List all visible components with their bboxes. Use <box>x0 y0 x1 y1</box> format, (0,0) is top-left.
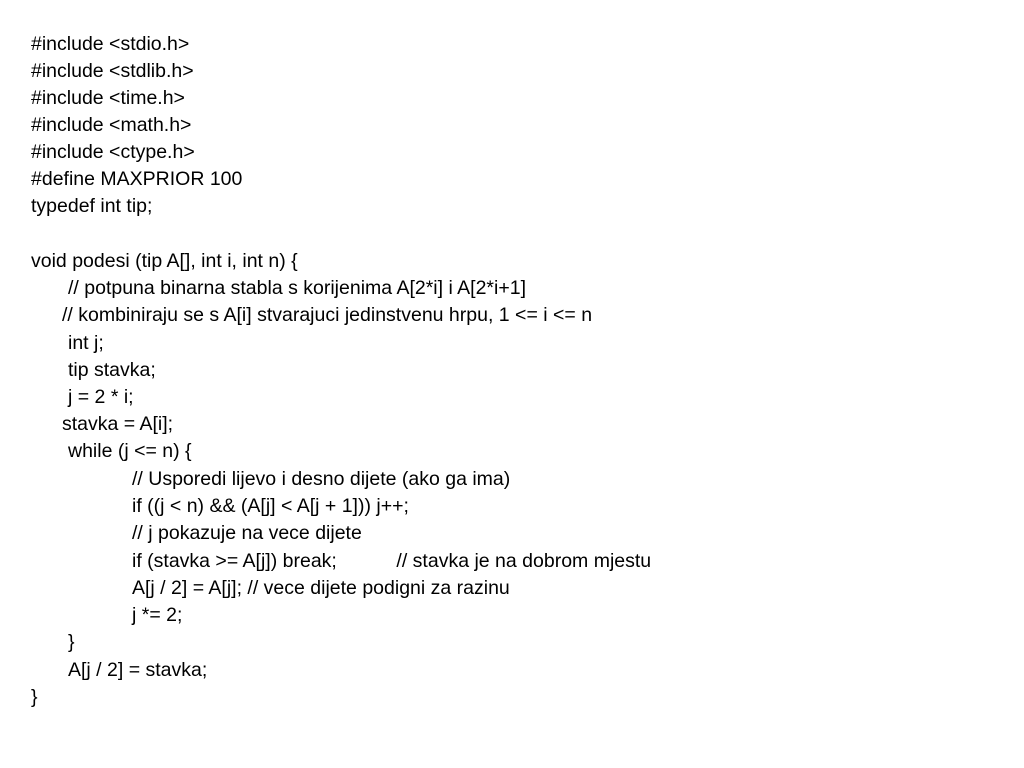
code-line: int j; <box>68 332 104 354</box>
code-line: #include <stdio.h> <box>31 33 190 55</box>
code-line: typedef int tip; <box>31 195 153 217</box>
code-line: #define MAXPRIOR 100 <box>31 168 243 190</box>
code-line: #include <stdlib.h> <box>31 60 194 82</box>
code-line: if (stavka >= A[j]) break; // stavka je na dobrom mjestu <box>132 550 652 572</box>
code-line: j = 2 * i; <box>68 386 134 408</box>
code-line: #include <math.h> <box>31 114 192 136</box>
code-line: tip stavka; <box>68 359 156 381</box>
code-line: A[j / 2] = stavka; <box>68 659 208 681</box>
code-line: // potpuna binarna stabla s korijenima A[2*i] i A[2*i+1] <box>68 277 526 299</box>
code-line: } <box>68 631 75 653</box>
code-line: #include <time.h> <box>31 87 185 109</box>
code-line: } <box>31 686 38 708</box>
code-line: j *= 2; <box>132 604 183 626</box>
code-line: // j pokazuje na vece dijete <box>132 522 362 544</box>
code-line: void podesi (tip A[], int i, int n) { <box>31 250 298 272</box>
code-line: if ((j < n) && (A[j] < A[j + 1])) j++; <box>132 495 409 517</box>
code-line: // kombiniraju se s A[i] stvarajuci jedinstvenu hrpu, 1 <= i <= n <box>62 304 593 326</box>
code-line: A[j / 2] = A[j]; // vece dijete podigni za razinu <box>132 577 510 599</box>
code-line: #include <ctype.h> <box>31 141 195 163</box>
code-line: // Usporedi lijevo i desno dijete (ako ga ima) <box>132 468 511 490</box>
code-line: stavka = A[i]; <box>62 413 174 435</box>
code-line: while (j <= n) { <box>68 440 192 462</box>
